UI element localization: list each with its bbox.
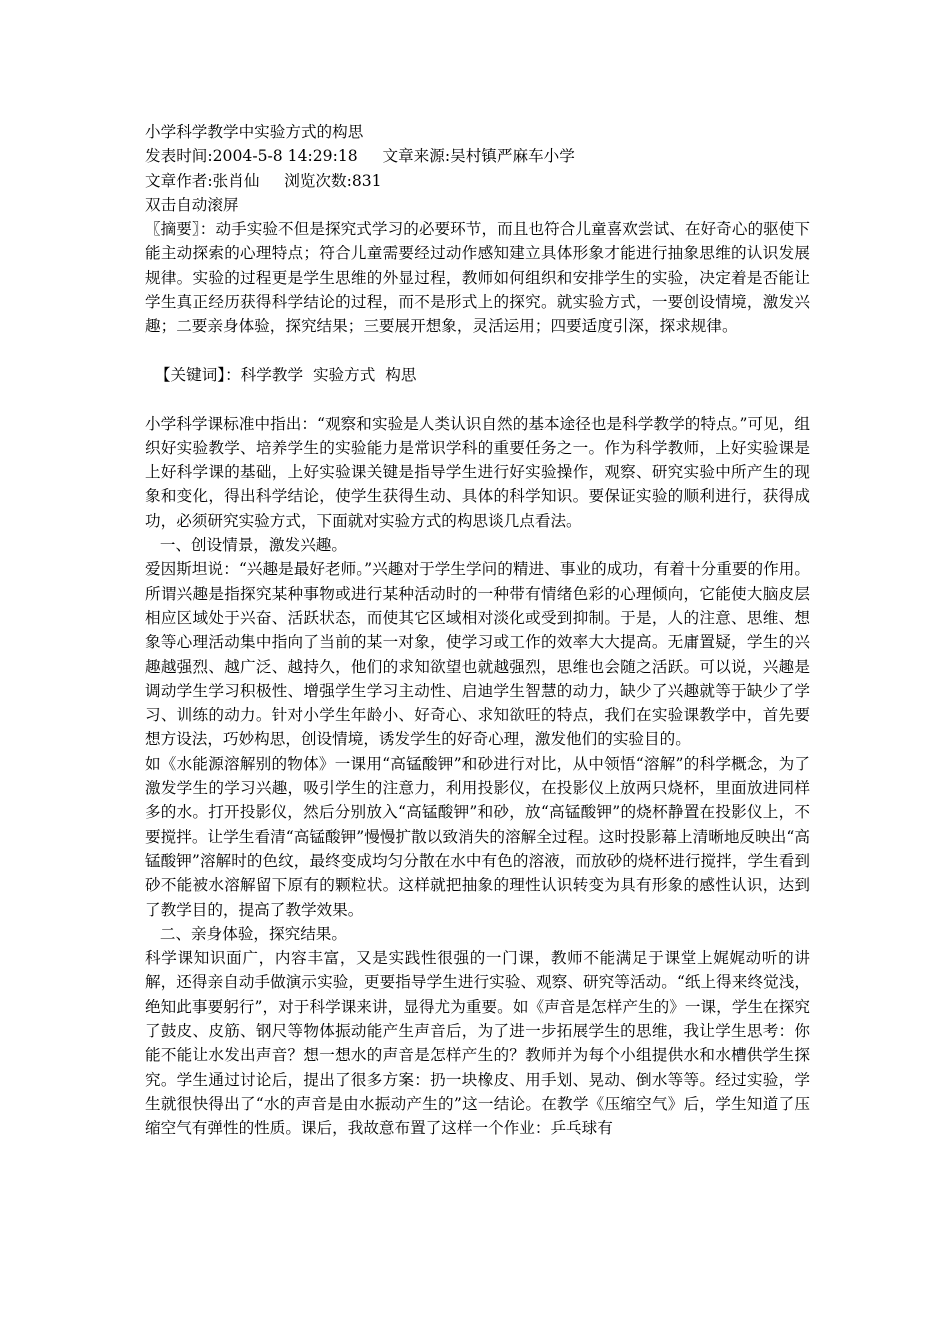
author-info: 文章作者:张肖仙 浏览次数:831 (145, 171, 382, 190)
spacer (145, 339, 810, 363)
article-title: 小学科学教学中实验方式的构思 (145, 123, 364, 141)
auto-scroll-hint: 双击自动滚屏 (145, 195, 239, 214)
body-paragraph: 如《水能源溶解别的物体》一课用“高锰酸钾”和砂进行对比，从中领悟“溶解”的科学概念，为了激发学生的学习兴趣，吸引学生的注意力，利用投影仪，在投影仪上放两只烧杯，里面放进同样多的水。打开投影仪，然后分别放入“高锰酸钾”和砂，放“高锰酸钾”的烧杯静置在投影仪上，不要搅拌。让学生看清“高锰酸钾”慢慢扩散以致消失的溶解全过程。这时投影幕上清晰地反映出“高锰酸钾”溶解时的色纹，最终变成均匀分散在水中有色的溶液，而放砂的烧杯进行搅拌，学生看到砂不能被水溶解留下原有的颗粒状。这样就把抽象的理性认识转变为具有形象的感性认识，达到了教学目的，提高了教学效果。 (145, 754, 810, 919)
intro-paragraph: 小学科学课标准中指出：“观察和实验是人类认识自然的基本途径也是科学教学的特点。”可见，组织好实验教学、培养学生的实验能力是常识学科的重要任务之一。作为科学教师，上好实验课是上好科学课的基础，上好实验课关键是指导学生进行好实验操作，观察、研究实验中所产生的现象和变化，得出科学结论，使学生获得生动、具体的科学知识。要保证实验的顺利进行，获得成功，必须研究实验方式，下面就对实验方式的构思谈几点看法。 (145, 414, 810, 530)
body-paragraph: 科学课知识面广，内容丰富，又是实践性很强的一门课，教师不能满足于课堂上娓娓动听的讲解，还得亲自动手做演示实验，更要指导学生进行实验、观察、研究等活动。“纸上得来终觉浅，绝知此事要躬行”，对于科学课来讲，显得尤为重要。如《声音是怎样产生的》一课，学生在探究了鼓皮、皮筋、钢尺等物体振动能产生声音后，为了进一步拓展学生的思维，我让学生思考：你能不能让水发出声音？想一想水的声音是怎样产生的？教师并为每个小组提供水和水槽供学生探究。学生通过讨论后，提出了很多方案：扔一块橡皮、用手划、晃动、倒水等等。经过实验，学生就很快得出了“水的声音是由水振动产生的”这一结论。在教学《压缩空气》后，学生知道了压缩空气有弹性的性质。课后，我故意布置了这样一个作业：乒乓球有 (145, 949, 810, 1138)
body-paragraph: 爱因斯坦说：“兴趣是最好老师。”兴趣对于学生学问的精进、事业的成功，有着十分重要的作用。所谓兴趣是指探究某种事物或进行某种活动时的一种带有情绪色彩的心理倾向，它能使大脑皮层相应区域处于兴奋、活跃状态，而使其它区域相对淡化或受到抑制。于是，人的注意、思维、想象等心理活动集中指向了当前的某一对象，使学习或工作的效率大大提高。无庸置疑，学生的兴趣越强烈、越广泛、越持久，他们的求知欲望也就越强烈，思维也会随之活跃。可以说，兴趣是调动学生学习积极性、增强学生学习主动性、启迪学生智慧的动力，缺少了兴趣就等于缺少了学习、训练的动力。针对小学生年龄小、好奇心、求知欲旺的特点，我们在实验课教学中，首先要想方设法，巧妙构思，创设情境，诱发学生的好奇心理，激发他们的实验目的。 (145, 560, 810, 749)
section-heading-2: 二、亲身体验，探究结果。 (145, 924, 347, 943)
keywords-line: 【关键词】：科学教学 实验方式 构思 (145, 365, 417, 384)
publish-info: 发表时间:2004-5-8 14:29:18 文章来源:吴村镇严麻车小学 (145, 147, 575, 166)
article-body (145, 120, 810, 1140)
abstract-paragraph: 〖摘要〗：动手实验不但是探究式学习的必要环节，而且也符合儿童喜欢尝试、在好奇心的驱使下能主动探索的心理特点；符合儿童需要经过动作感知建立具体形象才能进行抽象思维的认识发展规律。实验的过程更是学生思维的外显过程，教师如何组织和安排学生的实验，决定着是否能让学生真正经历获得科学结论的过程，而不是形式上的探究。就实验方式，一要创设情境，激发兴趣；二要亲身体验，探究结果；三要展开想象，灵活运用；四要适度引深，探求规律。 (145, 220, 810, 336)
section-heading-1: 一、创设情景，激发兴趣。 (145, 536, 347, 555)
spacer (145, 387, 810, 411)
